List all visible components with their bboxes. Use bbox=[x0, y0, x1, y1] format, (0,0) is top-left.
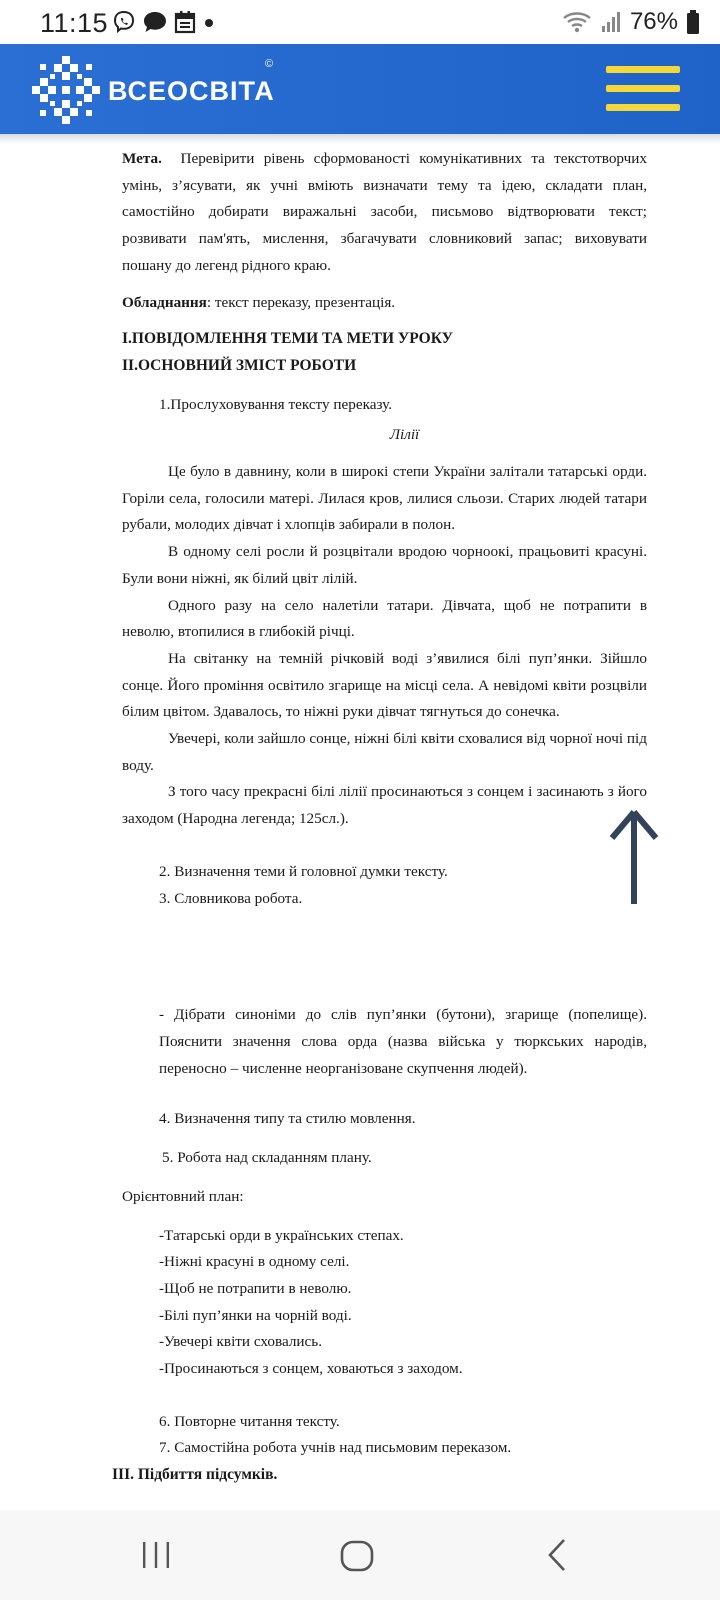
plan-item: -Щоб не потрапити в неволю. bbox=[159, 1279, 352, 1297]
calendar-icon bbox=[174, 10, 196, 34]
section-heading-1: І.ПОВІДОМЛЕННЯ ТЕМИ ТА МЕТИ УРОКУ bbox=[122, 330, 454, 348]
section-heading-3: ІІІ. Підбиття підсумків. bbox=[112, 1466, 278, 1484]
story-paragraph: В одному селі росли й розцвітали вродою чорноокі, працьовиті красуні. Були вони ніжні, як білий цвіт лілій. bbox=[122, 543, 647, 587]
home-icon[interactable] bbox=[340, 1540, 374, 1572]
scroll-up-arrow-icon[interactable] bbox=[608, 808, 660, 908]
status-time: 11:15 bbox=[40, 8, 109, 38]
step-3: 3. Словникова робота. bbox=[159, 889, 303, 907]
site-header bbox=[0, 44, 720, 134]
goal-label: Мета. bbox=[122, 150, 162, 167]
wifi-icon bbox=[562, 10, 592, 34]
menu-bar-icon bbox=[606, 104, 680, 111]
story-paragraph: Увечері, коли зайшло сонце, ніжні білі квіти сховалися від чорної ночі під воду. bbox=[122, 730, 647, 774]
more-dot-icon bbox=[202, 10, 216, 34]
equipment-paragraph bbox=[122, 290, 647, 317]
registered-mark: © bbox=[265, 58, 274, 70]
system-navigation-bar bbox=[0, 1510, 720, 1600]
back-icon[interactable] bbox=[546, 1538, 568, 1572]
battery-icon bbox=[686, 9, 700, 35]
step-2: 2. Визначення теми й головної думки тексту. bbox=[159, 862, 448, 880]
story-paragraph: З того часу прекрасні білі лілії просинаються з сонцем і засинають з його заходом (Народна легенда; 125сл.). bbox=[122, 783, 647, 828]
plan-item: -Білі пуп’янки на чорній воді. bbox=[159, 1306, 352, 1324]
notification-icons bbox=[112, 10, 216, 34]
step-7: 7. Самостійна робота учнів над письмовим переказом. bbox=[159, 1439, 512, 1457]
status-bar bbox=[0, 0, 720, 48]
story-title: Лілії bbox=[389, 426, 420, 444]
equipment-text: : текст переказу, презентація. bbox=[206, 293, 396, 311]
plan-item: -Увечері квіти сховались. bbox=[159, 1333, 323, 1351]
goal-text: Перевірити рівень сформованості комунікативних та текстотворчих умінь, з’ясувати, як учні вміють визначати тему та ідею, складати план, самостійно добирати виражальні засоби, письмово відтворювати текст; розвивати пам'ять, мислення, збагачувати словниковий запас; виховувати пошану до легенд рідного краю. bbox=[122, 150, 647, 274]
story-paragraph: На світанку на темній річковій воді з’явилися білі пуп’янки. Зійшло сонце. Його проміння освітило згарище на місці села. А невідомі квіти розцвіли білим цвітом. Здавалось, то ніжні руки дівчат тягнуться до сонечка. bbox=[122, 649, 647, 721]
step-6: 6. Повторне читання тексту. bbox=[159, 1412, 340, 1430]
menu-bar-icon bbox=[606, 66, 680, 73]
step-1: 1.Прослуховування тексту переказу. bbox=[159, 395, 393, 413]
plan-item: -Ніжні красуні в одному селі. bbox=[159, 1253, 350, 1271]
hamburger-menu-button[interactable] bbox=[606, 66, 680, 112]
plan-list bbox=[122, 1223, 647, 1383]
step-5: 5. Робота над складанням плану. bbox=[162, 1149, 372, 1167]
viber-icon bbox=[112, 10, 136, 34]
goal-paragraph bbox=[122, 146, 647, 280]
recent-apps-icon[interactable] bbox=[140, 1540, 172, 1570]
section-heading-2: ІІ.ОСНОВНИЙ ЗМІСТ РОБОТИ bbox=[122, 356, 357, 374]
logo-text: ВСЕОСВІТА bbox=[108, 75, 275, 106]
story-paragraph: Одного разу на село налетіли татари. Дівчата, щоб не потрапити в неволю, втопилися в глибокій річці. bbox=[122, 596, 647, 641]
header-shadow bbox=[0, 134, 720, 144]
menu-bar-icon bbox=[606, 85, 680, 92]
step-4: 4. Визначення типу та стилю мовлення. bbox=[159, 1110, 416, 1128]
system-icons bbox=[562, 8, 700, 36]
snowflake-ornament-icon bbox=[28, 52, 104, 128]
plan-item: -Просинаються з сонцем, ховаються з заходом. bbox=[159, 1360, 463, 1378]
signal-icon bbox=[600, 10, 622, 34]
battery-percent: 76% bbox=[629, 8, 678, 35]
plan-item: -Татарські орди в українських степах. bbox=[159, 1226, 404, 1244]
vocabulary-task: - Дібрати синоніми до слів пуп’янки (бутони), згарище (попелище). Пояснити значення слова орда (назва війська у тюркських народів, переносно – численне неорганізоване скупчення людей). bbox=[159, 1006, 647, 1077]
story-text bbox=[122, 459, 647, 833]
story-paragraph: Це було в давнину, коли в широкі степи України залітали татарські орди. Горіли села, голосили матері. Лилася кров, лилися сльози. Старих людей татари рубали, молодих дівчат і хлопців забирали в полон. bbox=[122, 463, 647, 534]
chat-icon bbox=[142, 10, 168, 34]
plan-label: Орієнтовний план: bbox=[122, 1187, 244, 1205]
logo[interactable] bbox=[28, 52, 275, 128]
equipment-label: Обладнання bbox=[122, 293, 207, 311]
lesson-document bbox=[112, 146, 647, 1489]
